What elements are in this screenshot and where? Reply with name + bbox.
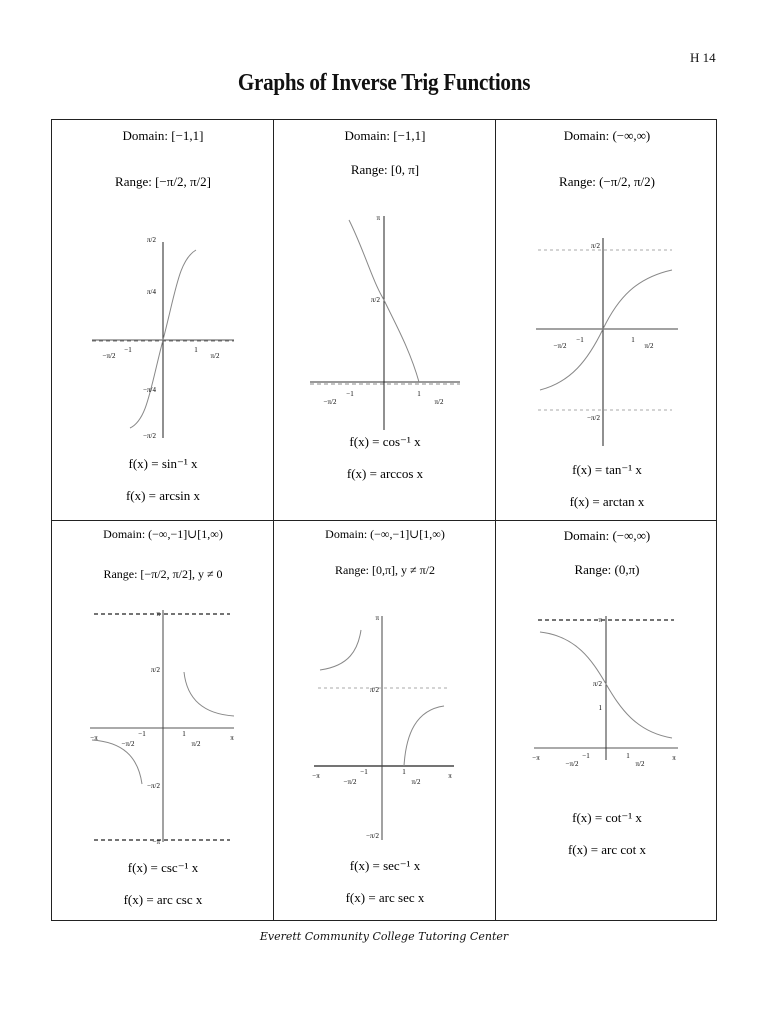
cell-arctan [496,120,718,521]
x-tick-label: −1 [346,390,354,398]
x-tick-label: −π/2 [323,398,337,406]
arccsc-left-branch [92,740,142,784]
x-tick-label: −π [90,734,98,742]
function-table [51,119,717,921]
x-tick-label: −1 [582,752,590,760]
x-tick-label: 1 [402,768,406,776]
domain-label: Domain: (−∞,∞) [563,128,651,143]
arcsec-graph [274,520,496,921]
x-tick-label: π [448,772,452,780]
x-tick-label: −π/2 [565,760,579,768]
range-label: Range: [0, π] [350,162,420,177]
y-tick-label: π/2 [151,666,160,674]
arccsc-right-branch [184,672,234,716]
y-tick-label: −π/4 [143,386,156,394]
x-tick-label: −π/2 [343,778,357,786]
x-tick-label: 1 [182,730,186,738]
x-tick-label: −π/2 [553,342,567,350]
y-tick-label: π [156,610,160,618]
arctan-graph [496,120,718,521]
range-label: Range: [0,π], y ≠ π/2 [334,563,436,577]
domain-label: Domain: (−∞,∞) [563,528,651,543]
inverse-notation: f(x) = csc⁻¹ x [127,860,199,875]
x-tick-label: π [672,754,676,762]
x-tick-label: π/2 [411,778,421,786]
x-tick-label: −1 [138,730,146,738]
x-tick-label: π/2 [434,398,444,406]
x-tick-label: −1 [576,336,584,344]
range-label: Range: (−π/2, π/2) [559,174,655,189]
x-tick-label: π/2 [635,760,645,768]
range-label: Range: [−π/2, π/2] [115,174,211,189]
arc-notation: f(x) = arc cot x [567,842,647,857]
cell-arcsin [52,120,274,521]
footer-credit: Everett Community College Tutoring Center [259,930,509,943]
y-tick-label: π [375,614,379,622]
x-tick-label: −π [532,754,540,762]
x-tick-label: 1 [626,752,630,760]
inverse-notation: f(x) = tan⁻¹ x [572,462,642,477]
x-tick-label: 1 [631,336,635,344]
y-tick-label: π/4 [147,288,156,296]
arc-notation: f(x) = arccos x [346,466,424,481]
x-tick-label: 1 [417,390,421,398]
y-tick-label: π/2 [593,680,602,688]
domain-label: Domain: (−∞,−1]∪[1,∞) [103,527,223,541]
arctan-curve [540,270,672,390]
x-tick-label: π [230,734,234,742]
arccsc-graph [52,520,274,921]
y-tick-label: −π [152,838,160,846]
x-tick-label: −π/2 [121,740,135,748]
x-tick-label: −π [312,772,320,780]
y-tick-label: π/2 [591,242,600,250]
x-tick-label: −1 [360,768,368,776]
page-id: H 14 [690,50,716,65]
range-label: Range: (0,π) [574,562,640,577]
y-tick-label: π [376,214,380,222]
inverse-notation: f(x) = sin⁻¹ x [128,456,198,471]
arcsec-right-branch [404,706,444,766]
inverse-notation: f(x) = cos⁻¹ x [349,434,421,449]
arccot-graph [496,520,718,921]
arc-notation: f(x) = arc csc x [123,892,203,907]
inverse-notation: f(x) = sec⁻¹ x [349,858,421,873]
arc-notation: f(x) = arctan x [569,494,645,509]
page-title: Graphs of Inverse Trig Functions [237,70,531,96]
x-tick-label: 1 [194,346,198,354]
y-tick-label: −π/2 [143,432,156,440]
x-tick-label: π/2 [191,740,201,748]
domain-label: Domain: [−1,1] [344,128,426,143]
x-tick-label: π/2 [210,352,220,360]
y-tick-label: π/2 [371,296,380,304]
y-tick-label: −π/2 [587,414,600,422]
x-tick-label: −1 [124,346,132,354]
cell-arccsc [52,520,274,921]
x-tick-label: −π/2 [102,352,116,360]
y-tick-label: −π/2 [147,782,160,790]
cell-arccot [496,520,718,921]
arcsin-graph [52,120,274,521]
range-label: Range: [−π/2, π/2], y ≠ 0 [103,567,223,581]
y-tick-label: −π/2 [366,832,379,840]
y-tick-label: 1 [598,704,602,712]
domain-label: Domain: [−1,1] [122,128,204,143]
x-tick-label: π/2 [644,342,654,350]
domain-label: Domain: (−∞,−1]∪[1,∞) [325,527,445,541]
arcsec-left-branch [320,630,361,670]
inverse-notation: f(x) = cot⁻¹ x [572,810,642,825]
arc-notation: f(x) = arcsin x [125,488,201,503]
cell-arcsec [274,520,496,921]
arccos-graph [274,120,496,521]
y-tick-label: π [598,616,602,624]
cell-arccos [274,120,496,521]
y-tick-label: π/2 [147,236,156,244]
y-tick-label: π/2 [370,686,379,694]
arc-notation: f(x) = arc sec x [345,890,425,905]
